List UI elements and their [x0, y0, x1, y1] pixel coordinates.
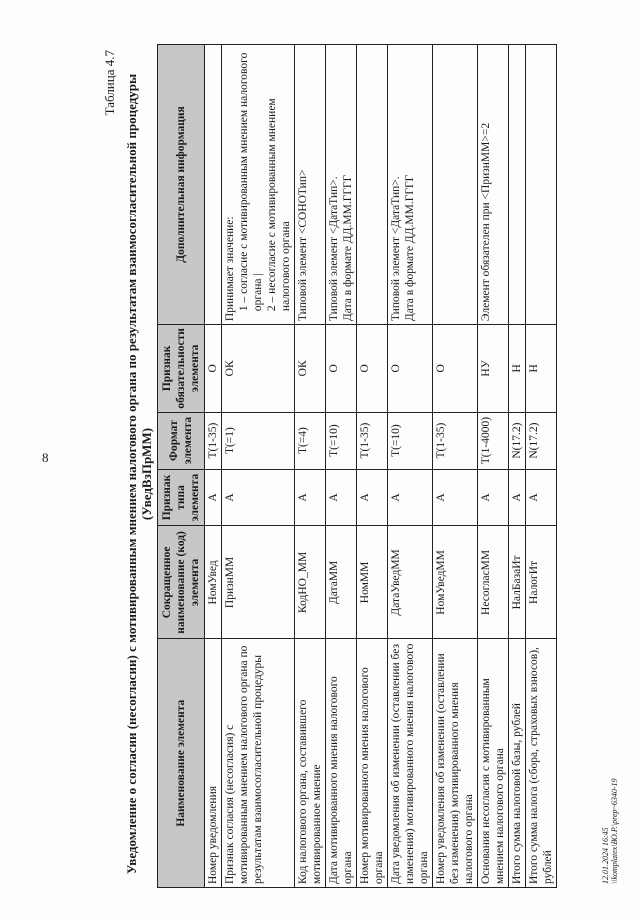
info-line: Дата в формате ДД.ММ.ГГГГ: [404, 174, 416, 322]
table-row: [433, 45, 478, 888]
table-row: [526, 45, 557, 888]
table-row: [388, 45, 433, 888]
table-row: [357, 45, 388, 888]
cell-code: НомММ: [357, 526, 388, 639]
page-number: 8: [42, 450, 49, 465]
header-element-name: Наименование элемента: [158, 639, 205, 888]
rotated-content: [100, 44, 640, 894]
info-line: Элемент обязателен при <ПризнММ>=2: [480, 122, 492, 322]
cell-code: НалогИт: [526, 526, 557, 639]
cell-info: [526, 45, 557, 325]
cell-format: N(17.2): [509, 412, 526, 469]
cell-type: А: [326, 469, 357, 526]
header-format: Формат элемента: [158, 412, 205, 469]
cell-element-name: Код налогового органа, составившего мотивированное мнение: [295, 639, 326, 888]
cell-info: [478, 45, 509, 325]
header-additional-info: Дополнительная информация: [158, 45, 205, 325]
cell-element-name: Итого сумма налоговой базы, рублей: [509, 639, 526, 888]
info-line: Дата в формате ДД.ММ.ГГГГ: [342, 174, 354, 322]
cell-required: О: [357, 325, 388, 413]
cell-type: А: [205, 469, 222, 526]
table-label: Таблица 4.7: [102, 50, 117, 116]
cell-info: [326, 45, 357, 325]
header-required-flag: Признак обязательности элемента: [158, 325, 205, 413]
cell-type: А: [509, 469, 526, 526]
cell-element-name: Номер уведомления: [205, 639, 222, 888]
cell-type: А: [357, 469, 388, 526]
cell-format: T(=10): [326, 412, 357, 469]
cell-required: Н: [509, 325, 526, 413]
info-line: 1 – согласие с мотивированным мнением налогового органа |: [238, 52, 264, 312]
info-line: Принимает значение:: [224, 216, 236, 322]
cell-code: ПризнММ: [222, 526, 295, 639]
element-spec-table: [157, 44, 557, 888]
table-row: [295, 45, 326, 888]
header-type-flag: Признак типа элемента: [158, 469, 205, 526]
cell-format: T(1-35): [205, 412, 222, 469]
table-row: [222, 45, 295, 888]
cell-type: А: [478, 469, 509, 526]
cell-element-name: Основания несогласия с мотивированным мнением налогового органа: [478, 639, 509, 888]
cell-format: T(1-35): [357, 412, 388, 469]
cell-required: О: [388, 325, 433, 413]
cell-format: N(17.2): [526, 412, 557, 469]
cell-info: [388, 45, 433, 325]
cell-required: О: [326, 325, 357, 413]
cell-code: НалБазаИт: [509, 526, 526, 639]
table-row: [205, 45, 222, 888]
cell-format: T(=1): [222, 412, 295, 469]
info-line: Типовой элемент <СОНОТип>: [297, 169, 309, 322]
cell-type: А: [526, 469, 557, 526]
cell-element-name: Дата уведомления об изменении (оставлении без изменения) мотивированного мнения налогового органа: [388, 639, 433, 888]
cell-element-name: Номер уведомления об изменении (оставлении без изменения) мотивированного мнения налогового органа: [433, 639, 478, 888]
cell-info: [222, 45, 295, 325]
cell-code: ДатаММ: [326, 526, 357, 639]
cell-element-name: Итого сумма налога (сбора, страховых взносов), рублей: [526, 639, 557, 888]
cell-required: О: [433, 325, 478, 413]
cell-format: T(=4): [295, 412, 326, 469]
cell-code: КодНО_ММ: [295, 526, 326, 639]
cell-format: T(1-4000): [478, 412, 509, 469]
cell-type: А: [433, 469, 478, 526]
info-line: 2 – несогласие с мотивированным мнением налогового органа: [266, 98, 292, 312]
cell-element-name: Номер мотивированного мнения налогового органа: [357, 639, 388, 888]
cell-code: НесогласММ: [478, 526, 509, 639]
cell-info: [433, 45, 478, 325]
print-footer: [601, 779, 619, 885]
cell-required: ОК: [295, 325, 326, 413]
cell-format: T(=10): [388, 412, 433, 469]
cell-code: ДатаУведММ: [388, 526, 433, 639]
cell-format: T(1-35): [433, 412, 478, 469]
cell-code: НомУведММ: [433, 526, 478, 639]
cell-type: А: [222, 469, 295, 526]
header-short-code: Сокращенное наименование (код) элемента: [158, 526, 205, 639]
cell-type: А: [388, 469, 433, 526]
table-header-row: [158, 45, 205, 888]
info-line: Типовой элемент <ДатаТип>.: [390, 176, 402, 322]
cell-info: [509, 45, 526, 325]
cell-required: О: [205, 325, 222, 413]
table-row: [326, 45, 357, 888]
footer-file-path: \\komplatex\ВО.Р.\prep~6340-19: [610, 778, 619, 884]
cell-info: [205, 45, 222, 325]
cell-info: [295, 45, 326, 325]
cell-required: ОК: [222, 325, 295, 413]
footer-timestamp: 12.01.2024 16:45: [601, 827, 610, 884]
cell-required: Н: [526, 325, 557, 413]
info-line: Типовой элемент <ДатаТип>.: [328, 176, 340, 322]
cell-type: А: [295, 469, 326, 526]
cell-element-name: Признак согласия (несогласия) с мотивированным мнением налогового органа по результатам взаимосогласительной процедуры: [222, 639, 295, 888]
cell-code: НомУвед: [205, 526, 222, 639]
cell-info: [357, 45, 388, 325]
cell-element-name: Дата мотивированного мнения налогового органа: [326, 639, 357, 888]
cell-required: НУ: [478, 325, 509, 413]
table-row: [478, 45, 509, 888]
document-title: Уведомление о согласии (несогласии) с мотивированным мнением налогового органа по результатам взаимосогласительной процедуры (УведВзПрММ): [124, 73, 154, 875]
table-row: [509, 45, 526, 888]
